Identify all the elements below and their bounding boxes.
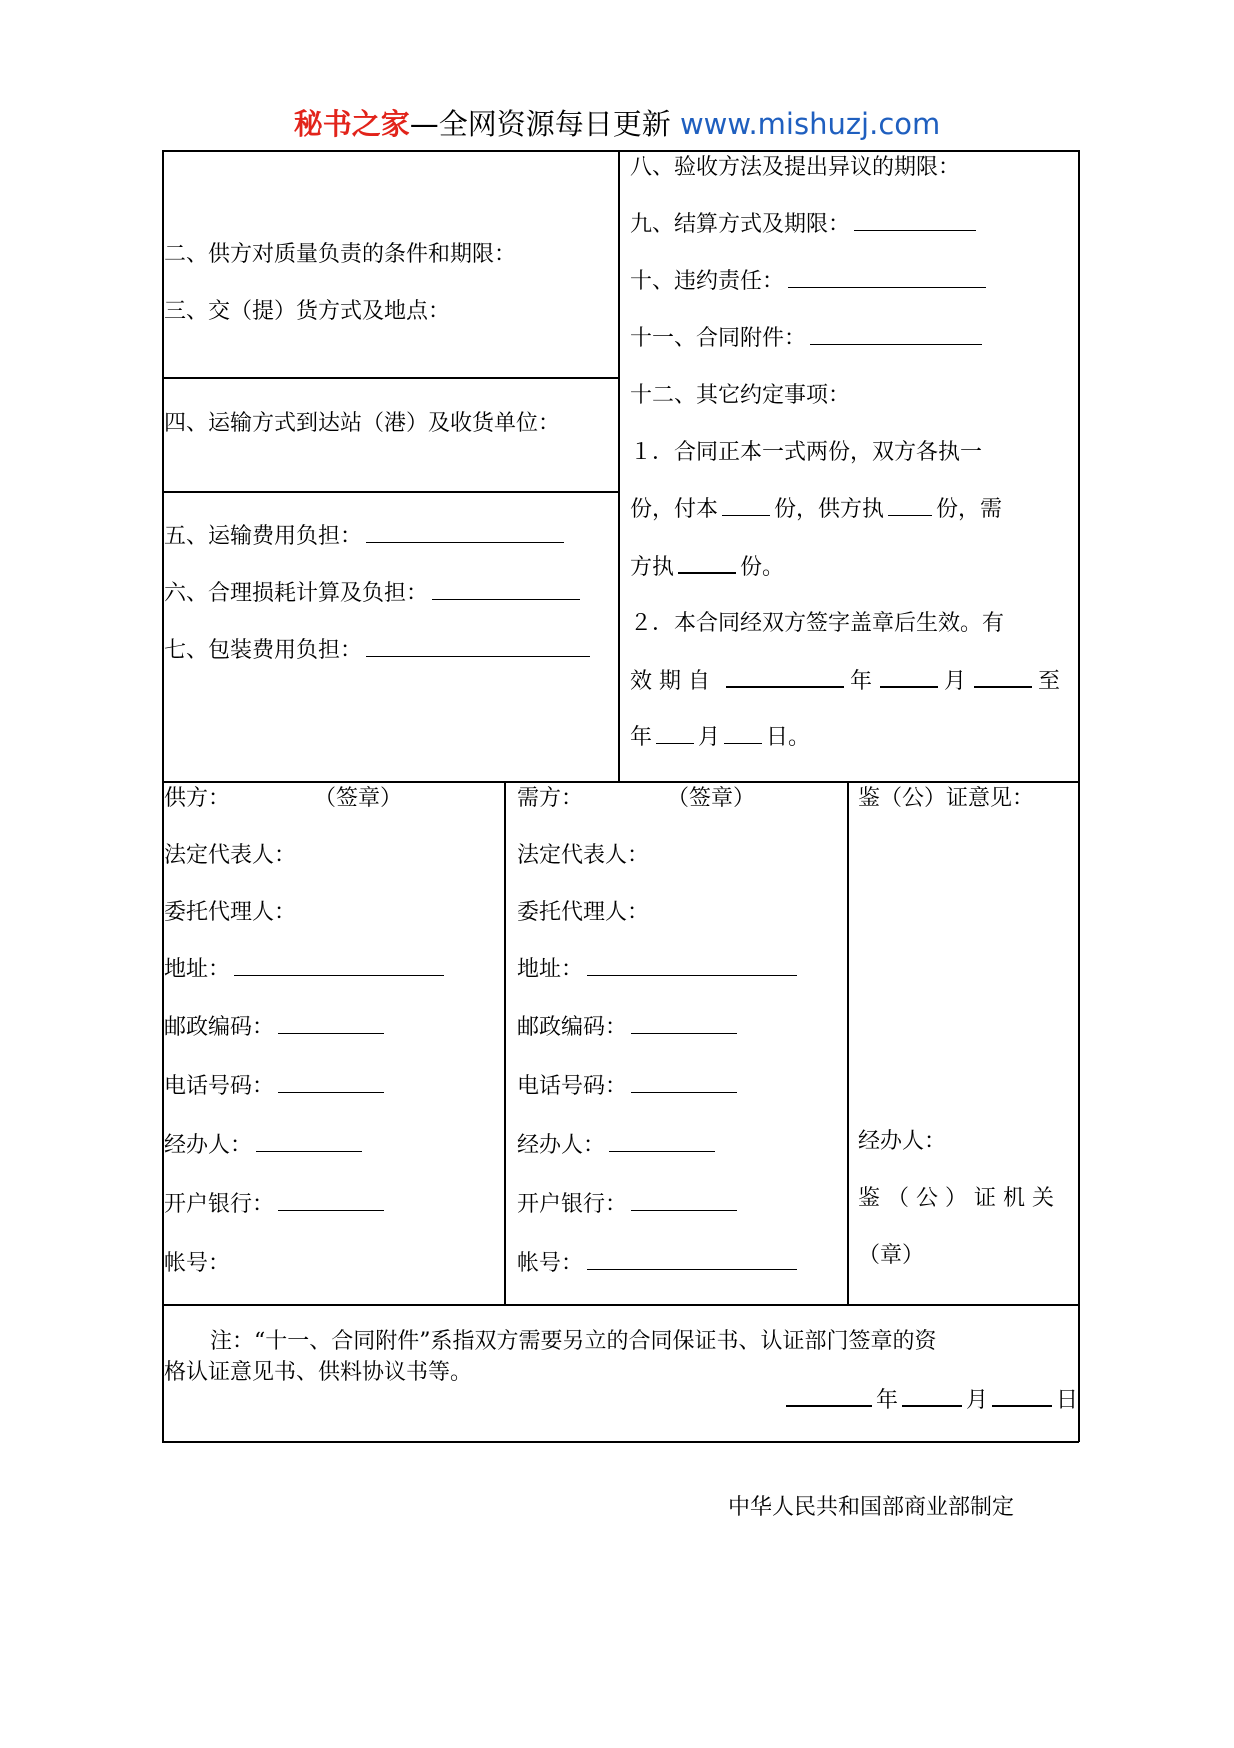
middle-horizontal-divider — [162, 781, 1079, 783]
site-banner — [0, 104, 1234, 144]
lower-horizontal-divider — [162, 1304, 1079, 1306]
notary-handler: 经办人： — [858, 1129, 947, 1154]
signature-divider-1 — [504, 781, 506, 1305]
blank-line[interactable] — [992, 1385, 1052, 1407]
blank-line[interactable] — [432, 579, 580, 600]
blank-line[interactable] — [631, 1013, 737, 1034]
blank-line[interactable] — [278, 1013, 384, 1034]
clause-7: 七、包装费用负担： — [164, 636, 590, 666]
blank-line[interactable] — [366, 522, 564, 543]
table-border-top — [162, 150, 1079, 152]
blank-line[interactable] — [587, 1249, 797, 1270]
signature-divider-2 — [847, 781, 849, 1305]
blank-line[interactable] — [726, 666, 844, 688]
blank-line[interactable] — [278, 1190, 384, 1211]
clause-8: 八、验收方法及提出异议的期限： — [630, 155, 961, 180]
buyer-legal-rep: 法定代表人： — [517, 843, 650, 868]
blank-line[interactable] — [974, 666, 1032, 688]
note-line-2: 格认证意见书、供料协议书等。 — [164, 1360, 473, 1385]
clause-12-1-line3: 方执 份。 — [630, 552, 784, 583]
buyer-phone: 电话号码： — [517, 1072, 737, 1102]
clause-12-2-line2: 效 期 自 年 月 至 — [630, 666, 1060, 697]
supplier-party: 供方： — [164, 786, 231, 811]
banner-url[interactable]: www.mishuzj.com — [679, 107, 941, 141]
blank-line[interactable] — [587, 955, 797, 976]
buyer-address: 地址： — [517, 955, 797, 985]
blank-line[interactable] — [880, 666, 938, 688]
blank-line[interactable] — [234, 955, 444, 976]
clause-11: 十一、合同附件： — [630, 324, 982, 354]
notary-opinion: 鉴（公）证意见： — [858, 786, 1035, 811]
clause-3: 三、交（提）货方式及地点： — [164, 299, 451, 324]
upper-vertical-divider — [618, 150, 620, 782]
buyer-handler: 经办人： — [517, 1131, 715, 1161]
clause-9: 九、结算方式及期限： — [630, 210, 976, 240]
note-date: 年 月 日 — [786, 1385, 1078, 1416]
supplier-phone: 电话号码： — [164, 1072, 384, 1102]
clause-4: 四、运输方式到达站（港）及收货单位： — [164, 411, 561, 436]
supplier-postcode: 邮政编码： — [164, 1013, 384, 1043]
blank-line[interactable] — [278, 1072, 384, 1093]
blank-line[interactable] — [256, 1131, 362, 1152]
blank-line[interactable] — [722, 495, 770, 516]
clause-5: 五、运输费用负担： — [164, 522, 564, 552]
blank-line[interactable] — [724, 723, 762, 744]
buyer-postcode: 邮政编码： — [517, 1013, 737, 1043]
supplier-agent: 委托代理人： — [164, 900, 297, 925]
blank-line[interactable] — [656, 723, 694, 744]
notary-authority: 鉴 （ 公 ） 证 机 关 — [858, 1186, 1054, 1211]
blank-line[interactable] — [854, 210, 976, 231]
supplier-address: 地址： — [164, 955, 444, 985]
buyer-agent: 委托代理人： — [517, 900, 650, 925]
left-divider-1 — [162, 377, 618, 379]
buyer-account: 帐号： — [517, 1249, 797, 1279]
blank-line[interactable] — [810, 324, 982, 345]
blank-line[interactable] — [888, 495, 932, 516]
supplier-seal: （签章） — [314, 786, 403, 811]
clause-6: 六、合理损耗计算及负担： — [164, 579, 580, 609]
clause-12-1-line1: １．合同正本一式两份，双方各执一 — [630, 440, 983, 465]
buyer-party: 需方： — [517, 786, 584, 811]
left-divider-2 — [162, 491, 618, 493]
blank-line[interactable] — [631, 1190, 737, 1211]
supplier-handler: 经办人： — [164, 1131, 362, 1161]
clause-12-2-line1: ２．本合同经双方签字盖章后生效。有 — [630, 611, 1005, 636]
table-border-bottom — [162, 1441, 1079, 1443]
clause-10: 十、违约责任： — [630, 267, 986, 297]
buyer-seal: （签章） — [667, 786, 756, 811]
blank-line[interactable] — [788, 267, 986, 288]
blank-line[interactable] — [609, 1131, 715, 1152]
issuing-authority: 中华人民共和国部商业部制定 — [728, 1495, 1015, 1520]
note-line-1: 注：“十一、合同附件”系指双方需要另立的合同保证书、认证部门签章的资 — [210, 1329, 937, 1354]
buyer-bank: 开户银行： — [517, 1190, 737, 1220]
blank-line[interactable] — [902, 1385, 962, 1407]
supplier-bank: 开户银行： — [164, 1190, 384, 1220]
banner-brand: 秘书之家 — [293, 107, 410, 141]
blank-line[interactable] — [366, 636, 590, 657]
clause-12-1-line2: 份，付本 份，供方执 份，需 — [630, 497, 1003, 522]
clause-12: 十二、其它约定事项： — [630, 383, 851, 408]
clause-2: 二、供方对质量负责的条件和期限： — [164, 242, 517, 267]
supplier-legal-rep: 法定代表人： — [164, 843, 297, 868]
banner-slogan: —全网资源每日更新 — [409, 107, 680, 141]
blank-line[interactable] — [786, 1385, 872, 1407]
blank-line[interactable] — [678, 552, 736, 574]
clause-12-2-line3: 年 月 日。 — [630, 725, 811, 750]
table-border-right — [1078, 150, 1080, 1442]
supplier-account: 帐号： — [164, 1251, 231, 1276]
blank-line[interactable] — [631, 1072, 737, 1093]
notary-seal: （章） — [858, 1243, 925, 1268]
